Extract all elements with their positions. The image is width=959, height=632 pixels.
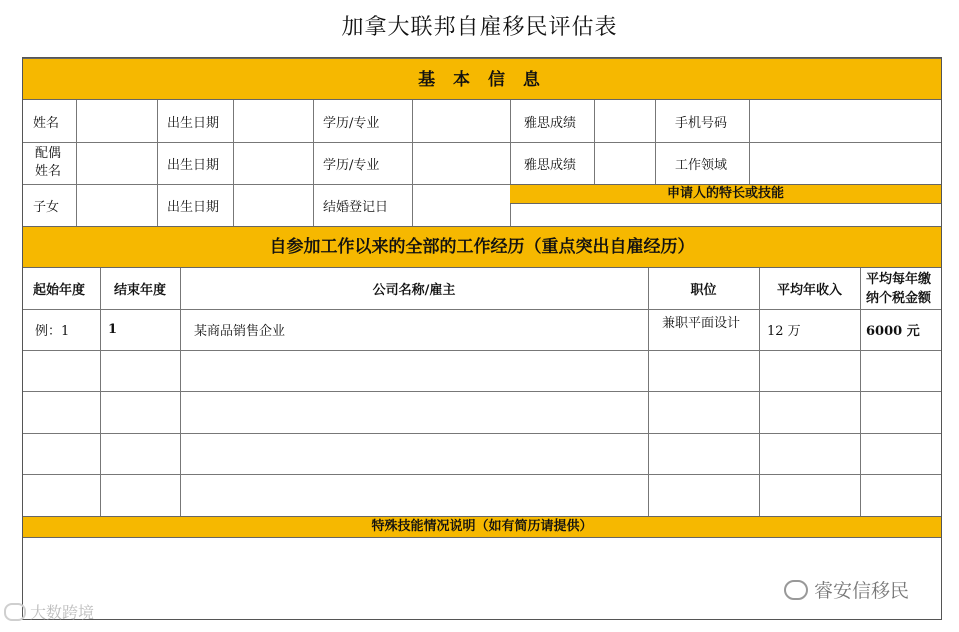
education-field[interactable] bbox=[412, 100, 510, 142]
col-tax-text: 平均每年缴纳个税金额 bbox=[866, 271, 932, 306]
name-label: 姓名 bbox=[33, 115, 60, 131]
example-income: 12 万 bbox=[767, 324, 801, 339]
marriage-date-field[interactable] bbox=[412, 184, 510, 226]
table-row[interactable] bbox=[23, 351, 941, 391]
spouse-ielts-label: 雅思成绩 bbox=[524, 157, 577, 173]
spouse-dob-label: 出生日期 bbox=[167, 157, 220, 173]
spouse-name-text: 配偶姓名 bbox=[35, 146, 62, 179]
marriage-date-label: 结婚登记日 bbox=[323, 199, 389, 215]
example-tax: 6000 元 bbox=[866, 324, 920, 339]
children-dob-label: 出生日期 bbox=[167, 199, 220, 215]
page-title: 加拿大联邦自雇移民评估表 bbox=[341, 15, 618, 40]
children-label: 子女 bbox=[33, 199, 60, 215]
children-field[interactable] bbox=[76, 184, 157, 226]
phone-field[interactable] bbox=[749, 100, 941, 142]
children-dob-field[interactable] bbox=[233, 184, 313, 226]
skills-header: 申请人的特长或技能 bbox=[510, 184, 941, 204]
dob-label: 出生日期 bbox=[167, 115, 220, 131]
table-row[interactable] bbox=[23, 475, 941, 516]
basic-info-header: 基 本 信 息 bbox=[23, 58, 941, 100]
watermark-right bbox=[784, 576, 909, 603]
ielts-label: 雅思成绩 bbox=[524, 115, 577, 131]
work-field-field[interactable] bbox=[749, 142, 941, 184]
example-position: 兼职平面设计 bbox=[662, 316, 741, 331]
spouse-dob-field[interactable] bbox=[233, 142, 313, 184]
watermark-right-text: 睿安信移民 bbox=[814, 580, 910, 602]
spouse-name-field[interactable] bbox=[76, 142, 157, 184]
example-start: 例：1 bbox=[35, 324, 70, 339]
col-end-year: 结束年度 bbox=[114, 283, 167, 298]
dob-field[interactable] bbox=[233, 100, 313, 142]
watermark-left bbox=[4, 600, 94, 623]
special-skills-header: 特殊技能情况说明（如有简历请提供） bbox=[23, 516, 941, 538]
skills-field[interactable] bbox=[510, 204, 941, 226]
example-company: 某商品销售企业 bbox=[194, 324, 286, 339]
col-tax bbox=[860, 268, 941, 309]
ielts-field[interactable] bbox=[594, 100, 655, 142]
wechat-icon bbox=[784, 580, 808, 600]
phone-label: 手机号码 bbox=[675, 115, 728, 131]
spouse-education-field[interactable] bbox=[412, 142, 510, 184]
col-company: 公司名称/雇主 bbox=[372, 283, 456, 298]
assessment-form bbox=[22, 57, 942, 620]
col-income: 平均年收入 bbox=[776, 283, 842, 298]
spouse-education-label: 学历/专业 bbox=[323, 157, 380, 173]
table-row[interactable] bbox=[23, 392, 941, 433]
brand-logo-icon bbox=[4, 603, 26, 621]
spouse-name-label bbox=[23, 142, 76, 184]
col-start-year: 起始年度 bbox=[33, 283, 86, 298]
example-end: 1 bbox=[108, 322, 118, 337]
col-position: 职位 bbox=[690, 283, 717, 298]
watermark-left-text: 大数跨境 bbox=[30, 603, 95, 622]
spouse-ielts-field[interactable] bbox=[594, 142, 655, 184]
table-row[interactable] bbox=[23, 434, 941, 474]
education-label: 学历/专业 bbox=[323, 115, 380, 131]
work-history-header: 自参加工作以来的全部的工作经历（重点突出自雇经历） bbox=[23, 226, 941, 268]
name-field[interactable] bbox=[76, 100, 157, 142]
work-field-label: 工作领域 bbox=[675, 157, 728, 173]
